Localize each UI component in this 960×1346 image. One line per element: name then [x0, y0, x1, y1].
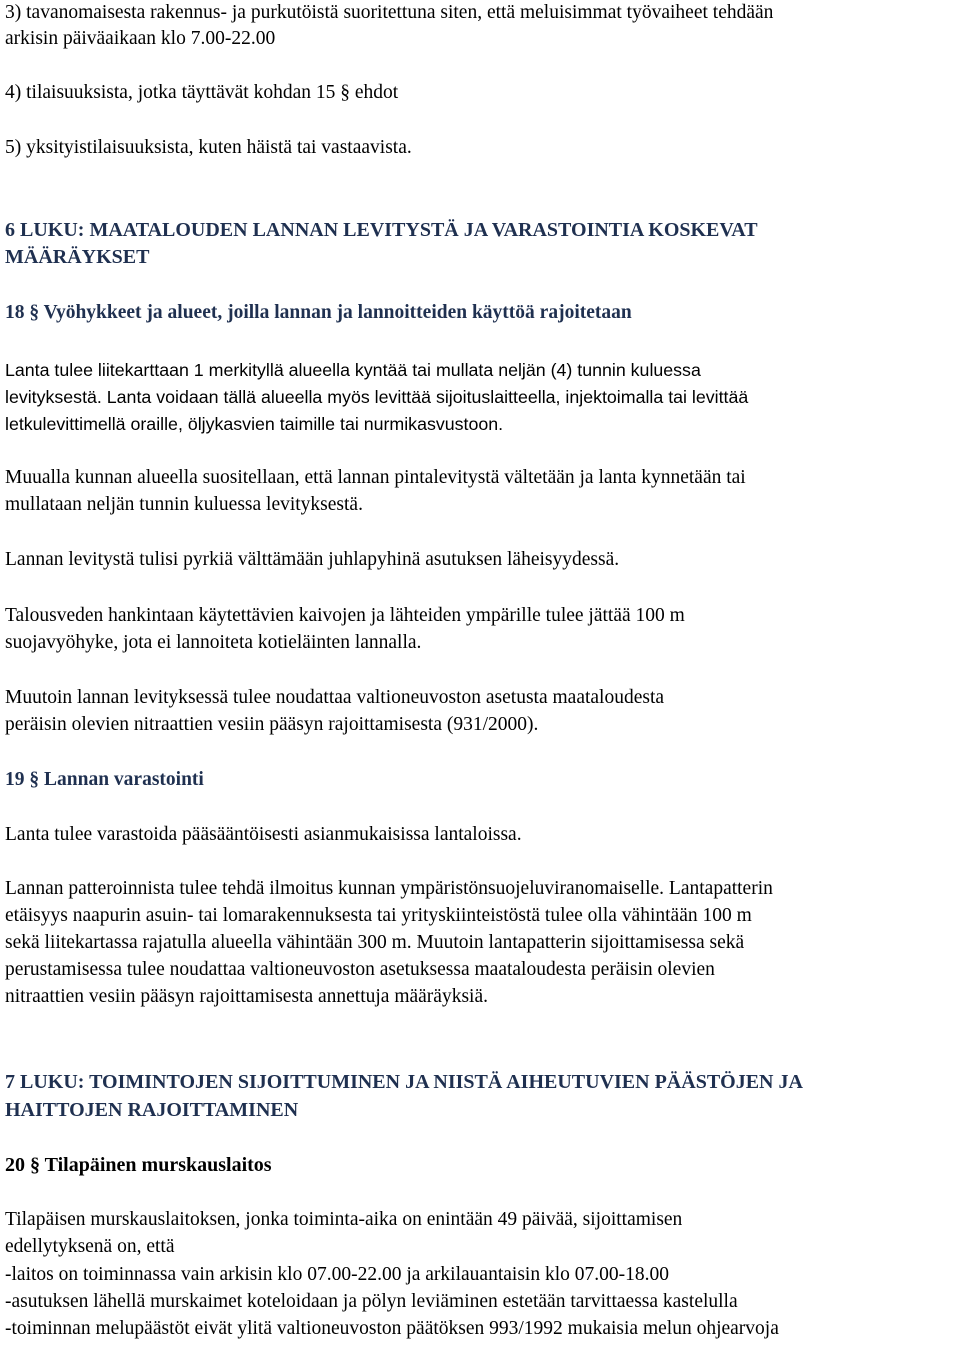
chapter-7-title-line-2: HAITTOJEN RAJOITTAMINEN — [5, 1099, 299, 1121]
section-18-p1-line-1: Lanta tulee liitekarttaan 1 merkityllä alueella kyntää tai mullata neljän (4) tunnin kuluessa — [5, 360, 701, 380]
section-18-p5-line-2: peräisin olevien nitraattien vesiin pääsyn rajoittamisesta (931/2000). — [5, 714, 539, 735]
section-19-p2-line-5: nitraattien vesiin pääsyn rajoittamisesta annettuja määräyksiä. — [5, 986, 488, 1007]
section-19-p2-line-1: Lannan patteroinnista tulee tehdä ilmoitus kunnan ympäristönsuojeluviranomaiselle. Lantapatterin — [5, 878, 773, 899]
section-18-p4-line-2: suojavyöhyke, jota ei lannoiteta kotieläinten lannalla. — [5, 632, 422, 653]
section-20-p1-line-5: -toiminnan melupäästöt eivät ylitä valtioneuvoston päätöksen 993/1992 mukaisia melun ohjearvoja — [5, 1318, 779, 1339]
chapter-6-title-line-1: 6 LUKU: MAATALOUDEN LANNAN LEVITYSTÄ JA VARASTOINTIA KOSKEVAT — [5, 219, 758, 241]
section-20-p1-line-3: -laitos on toiminnassa vain arkisin klo 07.00-22.00 ja arkilauantaisin klo 07.00-18.00 — [5, 1264, 669, 1285]
section-18-p4-line-1: Talousveden hankintaan käytettävien kaivojen ja lähteiden ympärille tulee jättää 100 m — [5, 605, 685, 626]
section-19-heading: 19 § Lannan varastointi — [5, 769, 204, 790]
section-19-p2-line-4: perustamisessa tulee noudattaa valtioneuvoston asetuksessa maataloudesta peräisin olevien — [5, 959, 715, 980]
list-item-3-line-2: arkisin päiväaikaan klo 7.00-22.00 — [5, 28, 276, 49]
list-item-5: 5) yksityistilaisuuksista, kuten häistä tai vastaavista. — [5, 137, 412, 158]
section-20-heading: 20 § Tilapäinen murskauslaitos — [5, 1154, 272, 1176]
section-20-p1-line-1: Tilapäisen murskauslaitoksen, jonka toiminta-aika on enintään 49 päivää, sijoittamisen — [5, 1209, 683, 1230]
section-18-p2-line-2: mullataan neljän tunnin kuluessa levityksestä. — [5, 494, 363, 515]
list-item-3-line-1: 3) tavanomaisesta rakennus- ja purkutöistä suoritettuna siten, että meluisimmat työvaiheet tehdään — [5, 2, 774, 23]
section-20-p1-line-2: edellytyksenä on, että — [5, 1236, 175, 1257]
section-18-p2-line-1: Muualla kunnan alueella suositellaan, että lannan pintalevitystä vältetään ja lanta kynnetään tai — [5, 467, 746, 488]
chapter-6-title-line-2: MÄÄRÄYKSET — [5, 246, 150, 268]
section-18-heading: 18 § Vyöhykkeet ja alueet, joilla lannan ja lannoitteiden käyttöä rajoitetaan — [5, 302, 632, 323]
section-18-p5-line-1: Muutoin lannan levityksessä tulee noudattaa valtioneuvoston asetusta maataloudesta — [5, 687, 665, 708]
section-18-p1-line-3: letkulevittimellä oraille, öljykasvien taimille tai nurmikasvustoon. — [5, 414, 504, 434]
section-19-p2-line-3: sekä liitekartassa rajatulla alueella vähintään 300 m. Muutoin lantapatterin sijoittamisessa sekä — [5, 932, 745, 953]
section-18-p3: Lannan levitystä tulisi pyrkiä välttämään juhlapyhinä asutuksen läheisyydessä. — [5, 549, 620, 570]
section-18-p1-line-2: levityksestä. Lanta voidaan tällä alueella myös levittää sijoituslaitteella, injektoimalla tai levittää — [5, 387, 749, 407]
section-19-p1: Lanta tulee varastoida pääsääntöisesti asianmukaisissa lantaloissa. — [5, 824, 522, 845]
chapter-7-title-line-1: 7 LUKU: TOIMINTOJEN SIJOITTUMINEN JA NIISTÄ AIHEUTUVIEN PÄÄSTÖJEN JA — [5, 1071, 803, 1093]
section-19-p2-line-2: etäisyys naapurin asuin- tai lomarakennuksesta tai yrityskiinteistöstä tulee olla vähintään 100 m — [5, 905, 752, 926]
list-item-4: 4) tilaisuuksista, jotka täyttävät kohdan 15 § ehdot — [5, 82, 399, 103]
section-20-p1-line-4: -asutuksen lähellä murskaimet koteloidaan ja pölyn leviäminen estetään tarvittaessa kastelulla — [5, 1291, 738, 1312]
